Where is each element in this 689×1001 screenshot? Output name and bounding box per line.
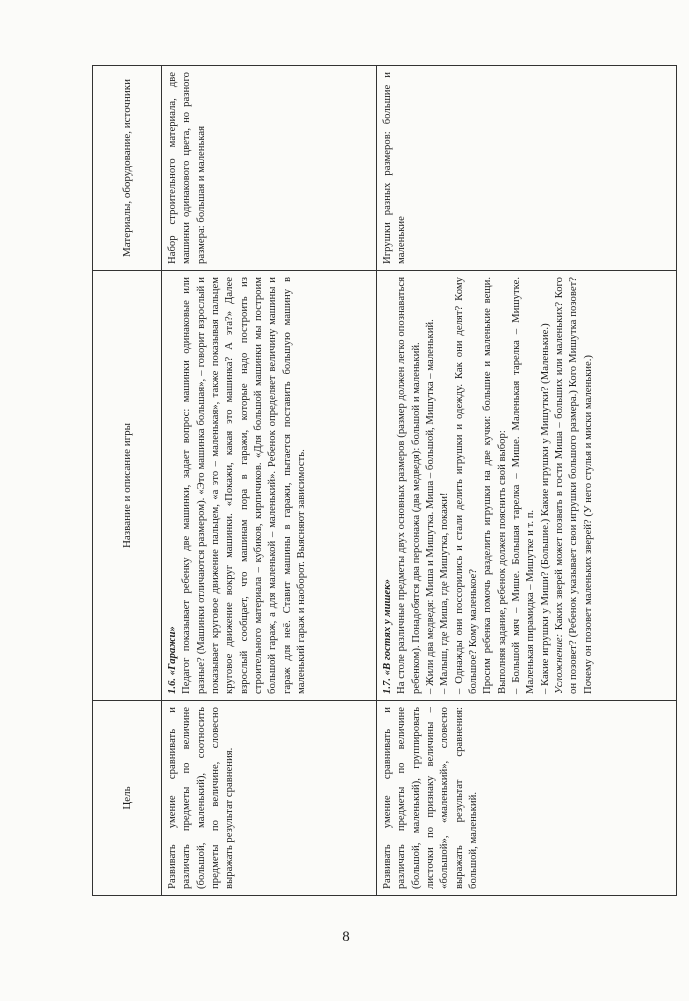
materials-text: Игрушки разных размеров: большие и маленькие — [381, 72, 408, 264]
goal-cell — [377, 701, 677, 896]
table-row — [162, 66, 377, 896]
game-number: 1.7. — [381, 677, 393, 694]
complication-label: Усложнение: — [552, 633, 565, 694]
header-game: Название и описание игры — [93, 271, 162, 701]
goal-text: Развивать умение сравнивать и различать предметы по величине (большой, маленький), соотносить предметы по величине, словесно выражать результат сравнения. — [166, 707, 236, 889]
game-description: Педагог показывает ребенку две машинки, задает вопрос: машинки одинаковые или разные? (Машинки отличаются размером). «Это машинка большая», – говорит взрослый и показывает круговое движение пальцем, «а это – маленькая», также показывая пальцем круговое движение вокруг машинки. «Покажи, какая это машинка? А эта?» Далее взрослый сообщает, что машинам пора в гаражи, которые надо построить из строительного материала – кубиков, кирпичиков. «Для большой машинки мы построим большой гараж, а для маленькой – маленький». Ребенок определяет величину машины и гараж для неё. Ставит машины в гаражи, пытается поставить большую машину в маленький гараж и наоборот. Выясняют зависимость. — [180, 277, 307, 694]
goal-cell — [162, 701, 377, 896]
table-header-row — [93, 66, 162, 896]
complication-paragraph — [552, 277, 595, 694]
table-row — [377, 66, 677, 896]
game-cell — [377, 271, 677, 701]
game-title: «Гаражи» — [166, 626, 178, 676]
game-line: – Однажды они поссорились и стали делить игрушки и одежду. Как они делят? Кому большое? Кому маленькое? — [452, 277, 479, 694]
header-materials: Материалы, оборудование, источники — [93, 66, 162, 271]
game-line: – Большой мяч – Мише. Большая тарелка – Мише. Маленькая тарелка – Мишутке. Маленькая пирамидка – Мишутке и т. п. — [509, 277, 537, 694]
materials-cell — [162, 66, 377, 271]
game-line: Просим ребенка помочь разделить игрушки на две кучки: большие и маленькие вещи. Выполняя задание, ребенок должен пояснить свой выбор: — [481, 277, 508, 694]
materials-text: Набор строительного материала, две машинки одинакового цвета, но разного размера: большая и маленькая — [166, 72, 207, 264]
games-table-rotated — [92, 66, 677, 896]
game-cell — [162, 271, 377, 701]
game-line: – Какие игрушки у Миши? (Большие.) Какие игрушки у Мишутки? (Маленькие.) — [538, 323, 551, 694]
page-number: 8 — [342, 929, 350, 945]
game-line: – Малыш, где Миша, где Мишутка, покажи! — [438, 492, 451, 694]
game-line: На столе различные предметы двух основных размеров (размер должен легко опознаваться ребенком). Понадобятся два персонажа (два медведя): большой и маленький. — [395, 277, 422, 694]
goal-text: Развивать умение сравнивать и различать предметы по величине (большой, маленький), группировать листочки по признаку величины – «большой», «маленький», словесно выражать результат сравнения: большой, маленький. — [381, 707, 479, 889]
materials-cell — [377, 66, 677, 271]
complication-text: Каких зверей может позвать в гости Миша – больших или маленьких? Кого он позовет? (Ребенок указывает свои игрушки большого размера.) Кого Мишутка позовет? Почему он позовет маленьких зверей? (У него стулья и миски маленькие.) — [552, 276, 594, 694]
game-title: «В гостях у мишек» — [381, 579, 393, 676]
game-line: – Жили два медведя: Миша и Мишутка. Миша – большой, Мишутка – маленький. — [423, 319, 436, 694]
header-goal: Цель — [93, 701, 162, 896]
game-number: 1.6. — [166, 677, 178, 694]
games-table — [92, 65, 677, 896]
